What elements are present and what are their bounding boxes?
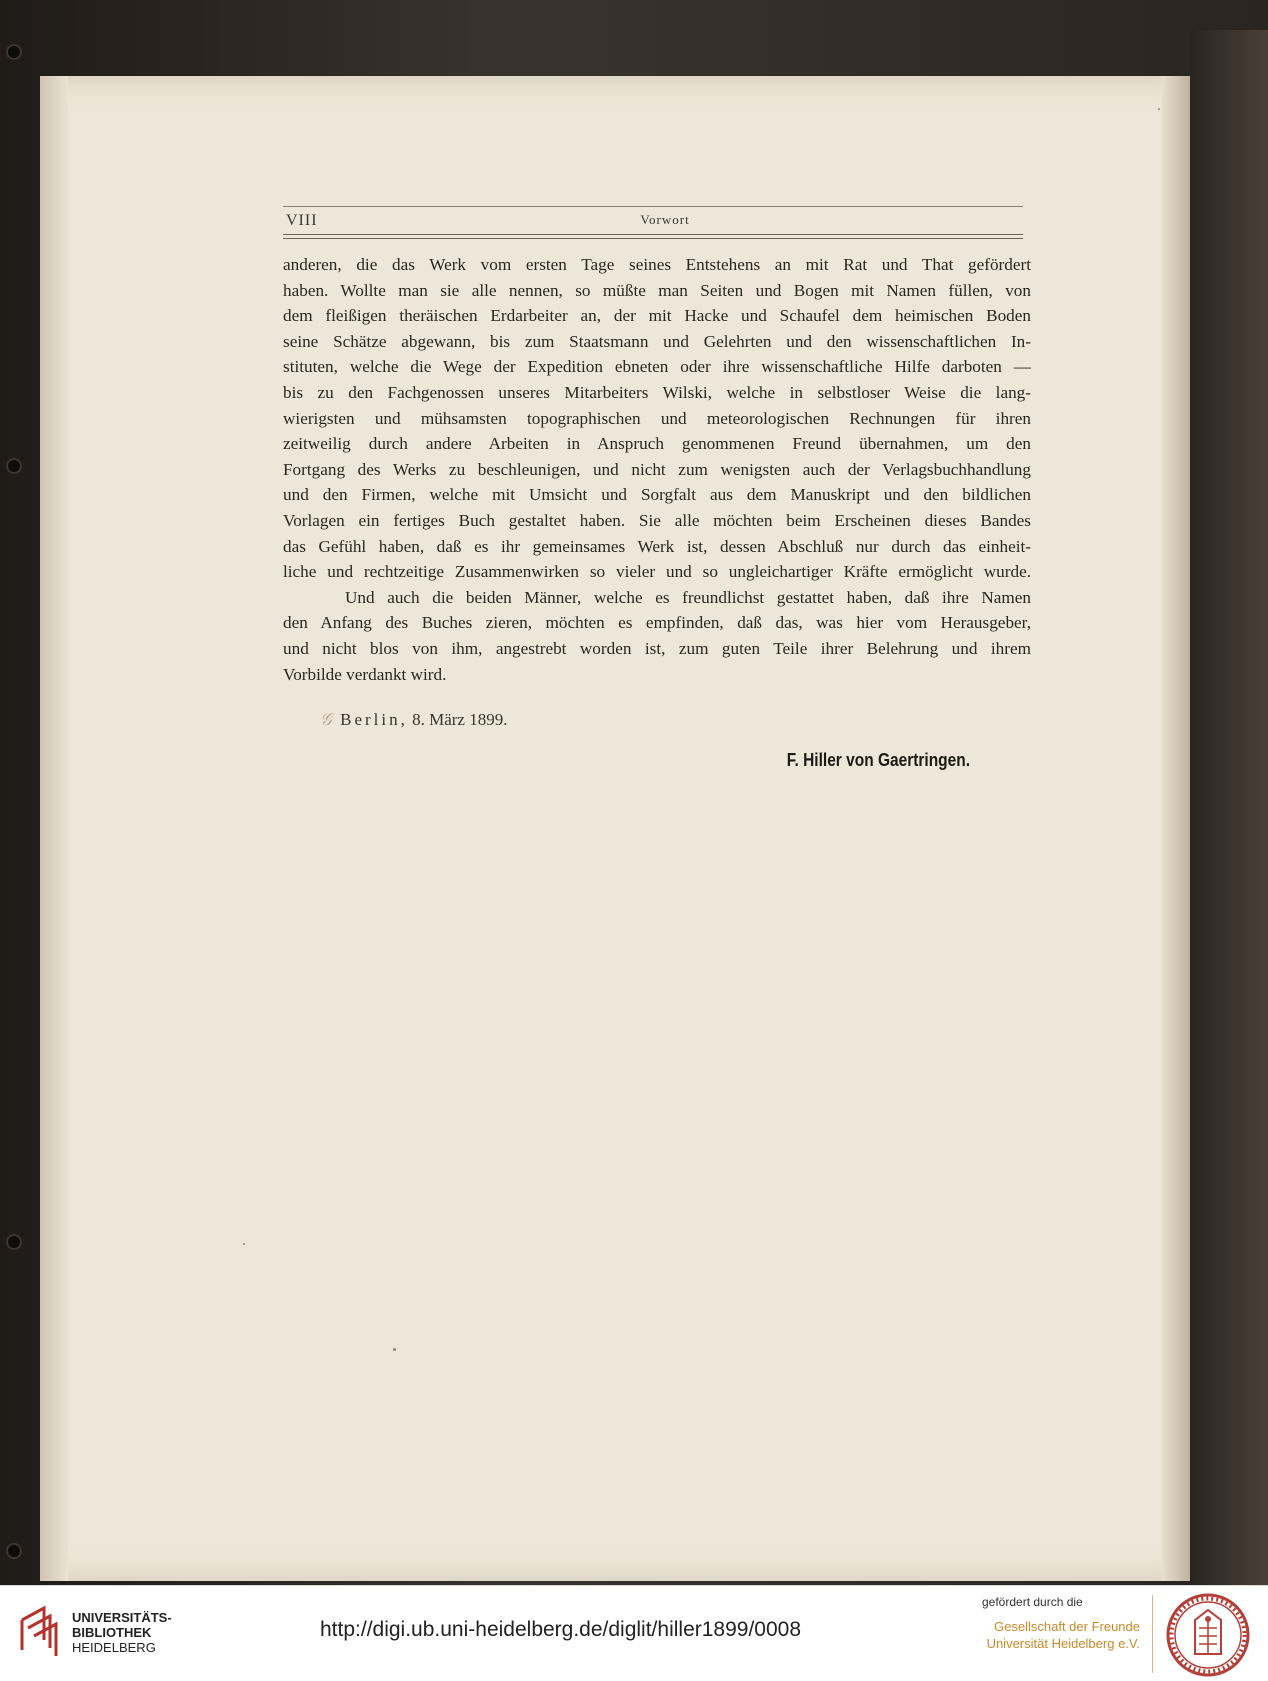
header-rule bbox=[283, 206, 1023, 207]
binding-hole bbox=[8, 1236, 20, 1248]
author-signature: F. Hiller von Gaertringen. bbox=[786, 750, 970, 770]
library-name-line: BIBLIOTHEK bbox=[72, 1625, 152, 1640]
university-library-logo bbox=[14, 1600, 64, 1660]
library-name-line: HEIDELBERG bbox=[72, 1640, 156, 1655]
text-line: Und auch die beiden Männer, welche es freundlichst gestattet haben, daß ihre Namen bbox=[345, 587, 1031, 607]
paper-speck bbox=[393, 1348, 396, 1351]
text-line: zeitweilig durch andere Arbeiten in Anspruch genommenen Freund übernahmen, um den bbox=[283, 434, 1031, 454]
text-line: seine Schätze abgewann, bis zum Staatsmann und Gelehrten und den wissenschaftlichen In- bbox=[283, 331, 1031, 351]
place-date bbox=[320, 710, 507, 730]
date: 8. März 1899. bbox=[412, 710, 508, 729]
page-gutter bbox=[1162, 76, 1190, 1581]
text-line: Vorbilde verdankt wird. bbox=[283, 664, 447, 684]
text-line: haben. Wollte man sie alle nennen, so müßte man Seiten und Bogen mit Namen füllen, von bbox=[283, 280, 1031, 300]
text-line: Fortgang des Werks zu beschleunigen, und nicht zum wenigsten auch der Verlagsbuchhandlung bbox=[283, 459, 1031, 479]
text-line: wierigsten und mühsamsten topographischen und meteorologischen Rechnungen für ihren bbox=[283, 408, 1031, 428]
text-line: das Gefühl haben, daß es ihr gemeinsames Werk ist, dessen Abschluß nur durch das einheit- bbox=[283, 536, 1031, 556]
running-head: Vorwort bbox=[640, 212, 690, 227]
library-name-line: UNIVERSITÄTS- bbox=[72, 1610, 172, 1625]
text-line: dem fleißigen theräischen Erdarbeiter an, der mit Hacke und Schaufel dem heimischen Boden bbox=[283, 306, 1031, 326]
binding-hole bbox=[8, 1545, 20, 1557]
page-number: VIII bbox=[286, 212, 318, 229]
text-line: und nicht blos von ihm, angestrebt worden ist, zum guten Teile ihrer Belehrung und ihrem bbox=[283, 638, 1031, 658]
text-line: Vorlagen ein fertiges Buch gestaltet haben. Sie alle möchten beim Erscheinen dieses Bandes bbox=[283, 510, 1031, 530]
page-edge bbox=[40, 76, 68, 1581]
university-seal-icon bbox=[1165, 1592, 1251, 1678]
body-text bbox=[283, 252, 1031, 687]
funder-name bbox=[962, 1618, 1140, 1652]
text-line: und den Firmen, welche mit Umsicht und Sorgfalt aus dem Manuskript und den bildlichen bbox=[283, 485, 1031, 505]
binding-hole bbox=[8, 460, 20, 472]
text-line: liche und rechtzeitige Zusammenwirken so vieler und so ungleichartiger Kräfte ermöglicht wurde. bbox=[283, 562, 1031, 582]
text-line: stituten, welche die Wege der Expedition ebneten oder ihre wissenschaftliche Hilfe darboten — bbox=[283, 357, 1031, 377]
funder-line: Gesellschaft der Freunde bbox=[994, 1619, 1140, 1634]
text-line: den Anfang des Buches zieren, möchten es empfinden, daß das, was hier vom Herausgeber, bbox=[283, 613, 1031, 633]
stamp-mark: 𝒢 bbox=[320, 710, 333, 729]
paper-speck bbox=[1158, 108, 1160, 110]
text-line: anderen, die das Werk vom ersten Tage seines Entstehens an mit Rat und That gefördert bbox=[283, 255, 1031, 274]
place: Berlin, bbox=[340, 710, 408, 729]
text-line: bis zu den Fachgenossen unseres Mitarbeiters Wilski, welche in selbstloser Weise die lang- bbox=[283, 382, 1031, 402]
funder-line: Universität Heidelberg e.V. bbox=[986, 1636, 1140, 1651]
binding-hole bbox=[8, 46, 20, 58]
funded-by-label: gefördert durch die bbox=[982, 1595, 1083, 1609]
library-name bbox=[72, 1610, 172, 1655]
paper-speck bbox=[243, 1243, 245, 1245]
header-double-rule bbox=[283, 234, 1023, 239]
permalink-url[interactable]: http://digi.ub.uni-heidelberg.de/diglit/hiller1899/0008 bbox=[320, 1618, 802, 1641]
footer-divider bbox=[1152, 1595, 1153, 1673]
book-cover-edge bbox=[1190, 30, 1268, 1585]
